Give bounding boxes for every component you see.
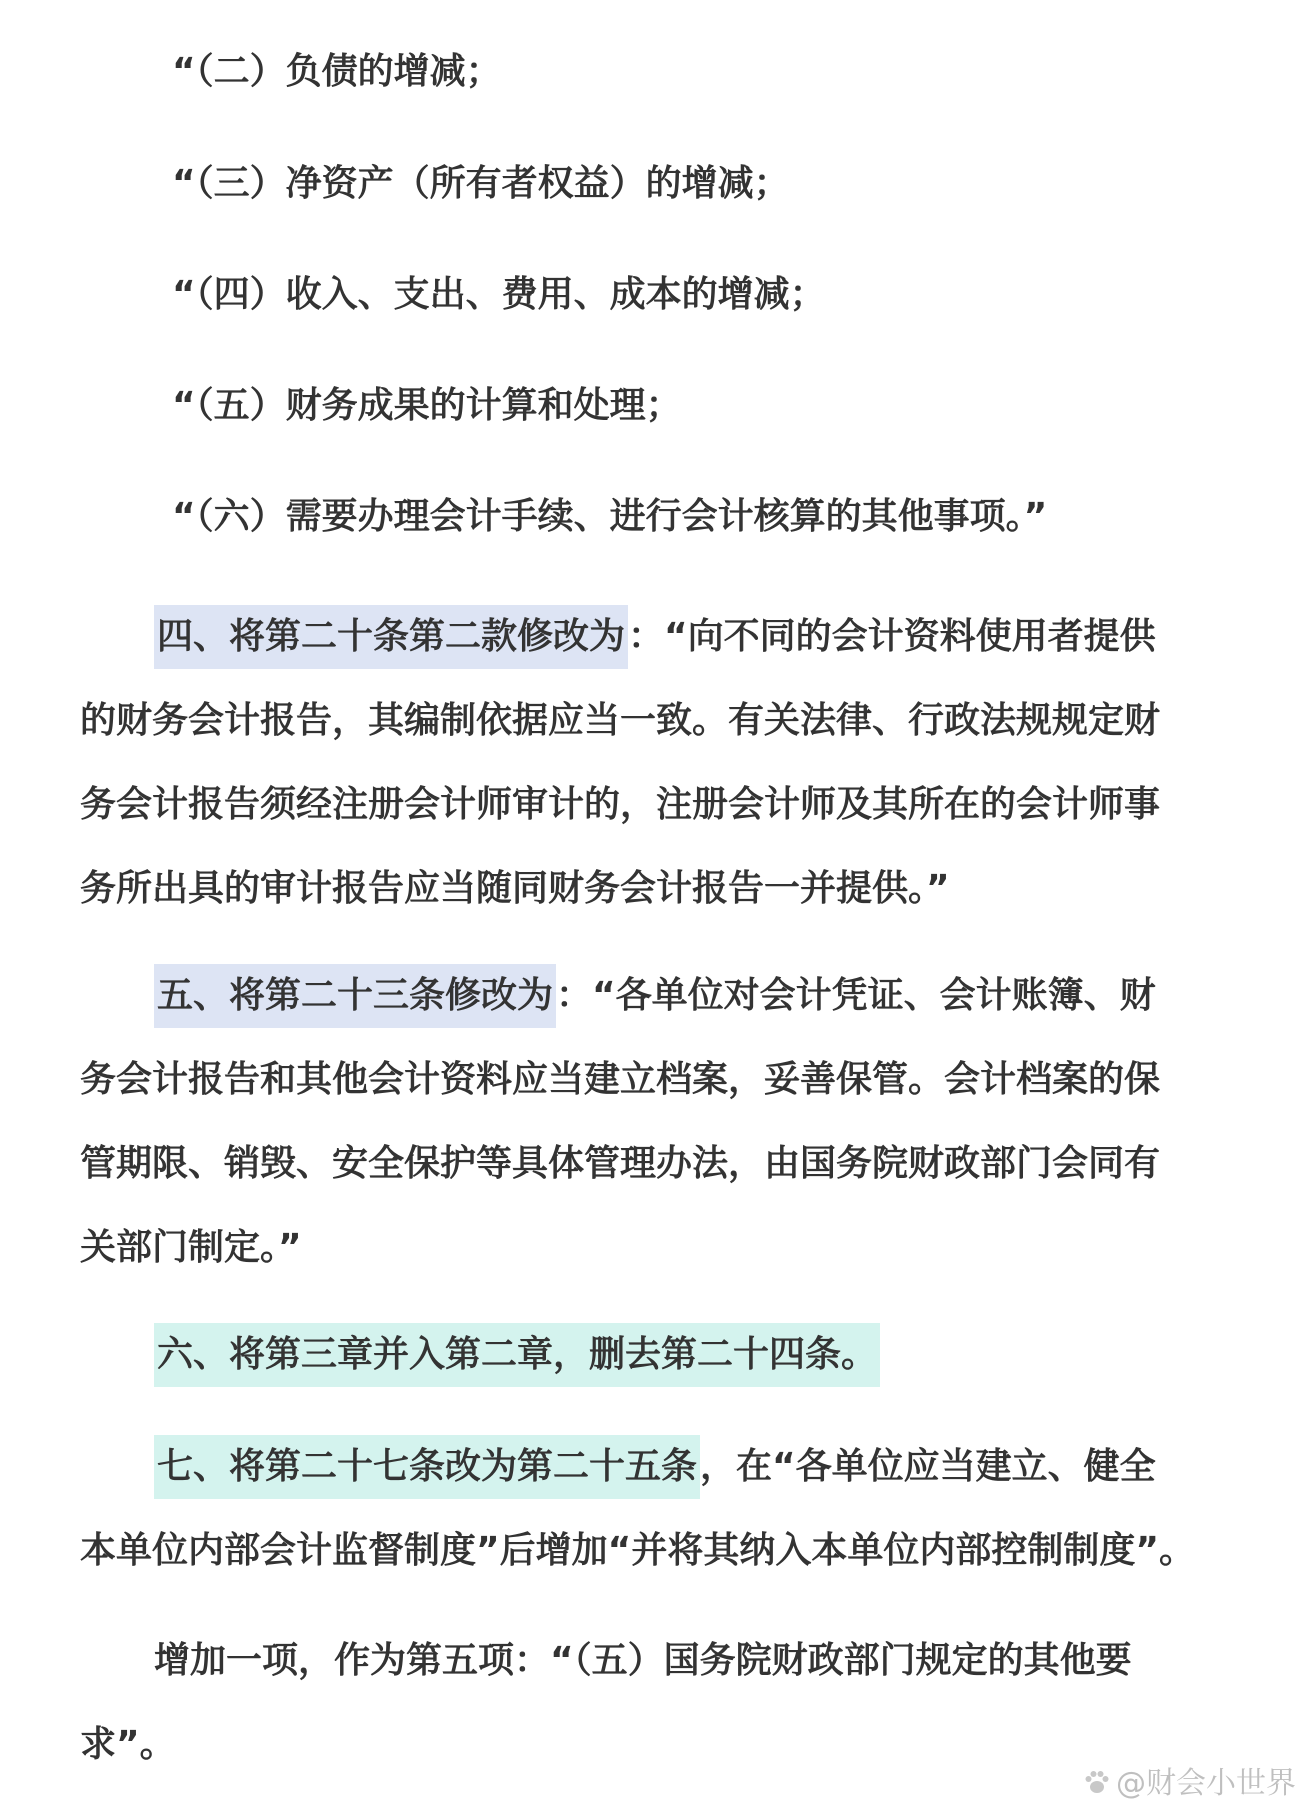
paragraph-5-line-4: 关部门制定。” [80, 1227, 302, 1268]
paragraph-4-heading: 四、将第二十条第二款修改为 [154, 605, 628, 669]
paragraph-5-line-1 [154, 972, 1156, 1020]
paragraph-6-heading: 六、将第三章并入第二章，删去第二十四条。 [154, 1323, 880, 1387]
item-2: “（二）负债的增减； [172, 51, 502, 92]
paragraph-8-line-1: 增加一项，作为第五项：“（五）国务院财政部门规定的其他要 [154, 1640, 1132, 1681]
paragraph-7-heading: 七、将第二十七条改为第二十五条 [154, 1435, 700, 1499]
paragraph-4-line-3: 务会计报告须经注册会计师审计的，注册会计师及其所在的会计师事 [80, 784, 1161, 825]
item-4: “（四）收入、支出、费用、成本的增减； [172, 274, 826, 315]
paragraph-5-line-3: 管期限、销毁、安全保护等具体管理办法，由国务院财政部门会同有 [80, 1143, 1161, 1184]
paragraph-4-line-1-text: ：“向不同的会计资料使用者提供 [628, 616, 1156, 657]
paragraph-4-line-4: 务所出具的审计报告应当随同财务会计报告一并提供。” [80, 868, 950, 909]
paragraph-7-line-2: 本单位内部会计监督制度”后增加“并将其纳入本单位内部控制制度”。 [80, 1530, 1195, 1571]
paragraph-5-line-2: 务会计报告和其他会计资料应当建立档案，妥善保管。会计档案的保 [80, 1059, 1161, 1100]
paw-icon [1082, 1767, 1112, 1797]
paragraph-7-line-1-text: ，在“各单位应当建立、健全 [700, 1446, 1156, 1487]
paragraph-7-line-1 [154, 1443, 1156, 1491]
paragraph-4-line-1 [154, 613, 1156, 661]
paragraph-4-line-2: 的财务会计报告，其编制依据应当一致。有关法律、行政法规规定财 [80, 700, 1161, 741]
paragraph-5-line-1-text: ：“各单位对会计凭证、会计账簿、财 [556, 975, 1156, 1016]
watermark-text: @财会小世界 [1116, 1766, 1296, 1801]
paragraph-5-heading: 五、将第二十三条修改为 [154, 964, 556, 1028]
item-3: “（三）净资产（所有者权益）的增减； [172, 163, 790, 204]
watermark [1082, 1764, 1296, 1804]
paragraph-6-line-1 [154, 1331, 880, 1379]
item-6: “（六）需要办理会计手续、进行会计核算的其他事项。” [172, 496, 1048, 537]
paragraph-8-line-2: 求”。 [80, 1724, 176, 1765]
item-5: “（五）财务成果的计算和处理； [172, 385, 682, 426]
